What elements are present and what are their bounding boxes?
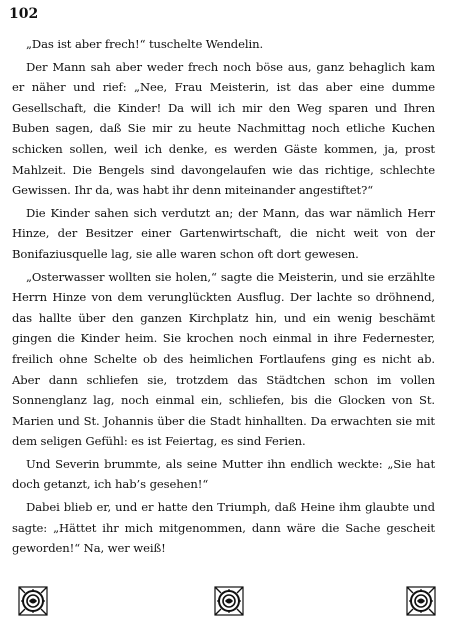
- paragraph: Die Kinder sahen sich verdutzt an; der Mann, das war nämlich Herr Hinze, der Besitzer einer Gartenwirtschaft, die nicht weit von der Bonifaziusquelle lag, sie alle waren schon oft dort gewesen.: [12, 205, 435, 261]
- paragraph: Der Mann sah aber weder frech noch böse aus, ganz behaglich kam er näher und rief: „Nee, Frau Meisterin, ist das aber eine dumme Gesellschaft, die Kinder! Da will ich mir den Weg sparen und Ihren Buben sagen, daß Sie mir zu heute Nachmittag noch etliche Kuchen schicken sollen, weil ich denke, es werden Gäste kommen, ja, prost Mahlzeit. Die Bengels sind davongelaufen wie das richtige, schlechte Gewissen. Ihr da, was habt ihr denn miteinander angestiftet?“: [12, 59, 435, 198]
- paragraph: „Osterwasser wollten sie holen,“ sagte die Meisterin, und sie erzählte Herrn Hinze von dem verunglückten Ausflug. Der lachte so dröhnend, das hallte über den ganzen Kirchplatz hin, und ein wenig beschämt gingen die Kinder heim. Sie krochen noch einmal in ihre Federnester, freilich ohne Schelte ob des heimlichen Fortlaufens ging es nicht ab. Aber dann schliefen sie, trotzdem das Städtchen schon im vollen Sonnenglanz lag, noch einmal ein, schliefen, bis die Glocken von St. Marien und St. Johannis über die Stadt hinhallten. Da erwachten sie mit dem seligen Gefühl: es ist Feiertag, es sind Ferien.: [12, 269, 435, 449]
- rose-ornament-icon: [18, 586, 48, 616]
- body-text: [12, 34, 435, 561]
- page-number: 102: [9, 6, 39, 22]
- rose-ornament-icon: [214, 586, 244, 616]
- paragraph: „Das ist aber frech!“ tuschelte Wendelin.: [26, 37, 264, 51]
- paragraph: Und Severin brummte, als seine Mutter ihn endlich weckte: „Sie hat doch getanzt, ich hab’s gesehen!“: [12, 456, 435, 492]
- paragraph: Dabei blieb er, und er hatte den Triumph, daß Heine ihm glaubte und sagte: „Hättet ihr mich mitgenommen, dann wäre die Sache gescheit geworden!“ Na, wer weiß!: [12, 500, 435, 556]
- rose-ornament-icon: [406, 586, 436, 616]
